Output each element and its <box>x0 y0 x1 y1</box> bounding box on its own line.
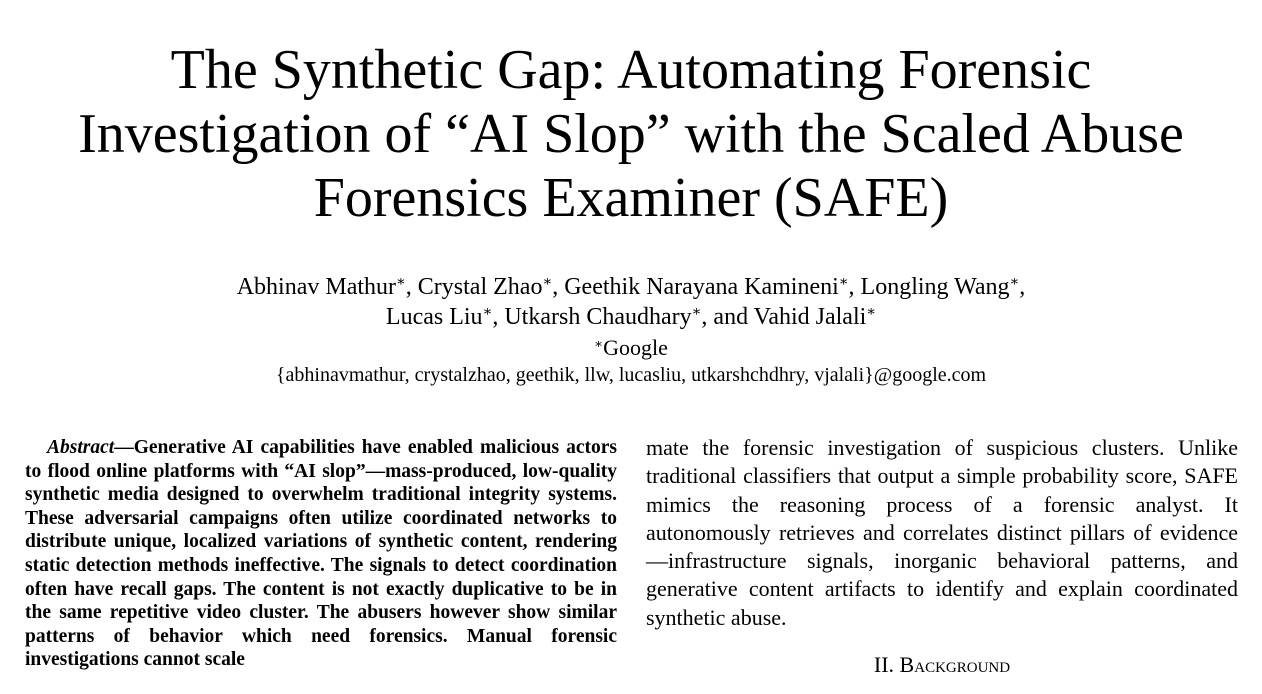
author-name: Lucas Liu <box>385 304 483 330</box>
author-name: Vahid Jalali <box>753 304 867 330</box>
author-mark: ∗ <box>838 274 849 291</box>
author-mark: ∗ <box>691 304 702 321</box>
affiliation-mark: ∗ <box>594 335 604 351</box>
author-name: Abhinav Mathur <box>236 274 397 300</box>
author-separator: , <box>492 304 505 330</box>
author-list <box>0 272 1262 332</box>
author-separator: , and <box>701 304 754 330</box>
author-separator: , <box>552 274 565 300</box>
author-separator: , <box>848 274 861 300</box>
author-line-1 <box>0 272 1262 302</box>
author-separator: , <box>1019 274 1026 300</box>
author-mark: ∗ <box>482 304 493 321</box>
paper-title <box>0 38 1262 230</box>
section-heading-background: II. Background <box>873 652 1011 672</box>
author-emails: {abhinavmathur, crystalzhao, geethik, llw, lucasliu, utkarshchdhry, vjalali}@google.com <box>275 364 987 386</box>
author-name: Utkarsh Chaudhary <box>504 304 692 330</box>
abstract <box>25 436 617 672</box>
title-line-2: Investigation of “AI Slop” with the Scaled Abuse <box>78 103 1184 165</box>
title-line-3: Forensics Examiner (SAFE) <box>313 167 949 229</box>
abstract-label: Abstract <box>47 437 115 458</box>
author-mark: ∗ <box>1009 274 1020 291</box>
title-line-1: The Synthetic Gap: Automating Forensic <box>170 39 1092 101</box>
author-mark: ∗ <box>866 304 877 321</box>
affiliation <box>0 334 1262 362</box>
author-line-2 <box>0 302 1262 332</box>
author-mark: ∗ <box>396 274 406 291</box>
author-name: Longling Wang <box>860 274 1010 300</box>
author-mark: ∗ <box>542 274 553 291</box>
author-name: Crystal Zhao <box>417 274 543 300</box>
author-separator: , <box>405 274 418 300</box>
intro-continuation: mate the forensic investigation of suspicious clusters. Unlike traditional classifiers that output a simple probability score, SAFE mimics the reasoning process of a forensic analyst. It autonomously retrieves and correlates distinct pillars of evidence—infrastructure signals, inorganic behavioral patterns, and generative content artifacts to identify and explain coordinated synthetic abuse. <box>646 435 1238 630</box>
abstract-text: Generative AI capabilities have enabled malicious actors to flood online platforms with “AI slop”—mass-produced, low-quality synthetic media designed to overwhelm traditional integrity systems. These adversarial campaigns often utilize coordinated networks to distribute unique, localized variations of synthetic content, rendering static detection methods ineffective. The signals to detect coordination often have recall gaps. The content is not exactly duplicative to be in the same repetitive video cluster. The abusers however show similar patterns of behavior which need forensics. Manual forensic investigations cannot scale <box>25 437 617 671</box>
author-name: Geethik Narayana Kamineni <box>564 274 839 300</box>
abstract-dash: — <box>114 437 134 458</box>
affiliation-name: Google <box>603 335 668 360</box>
